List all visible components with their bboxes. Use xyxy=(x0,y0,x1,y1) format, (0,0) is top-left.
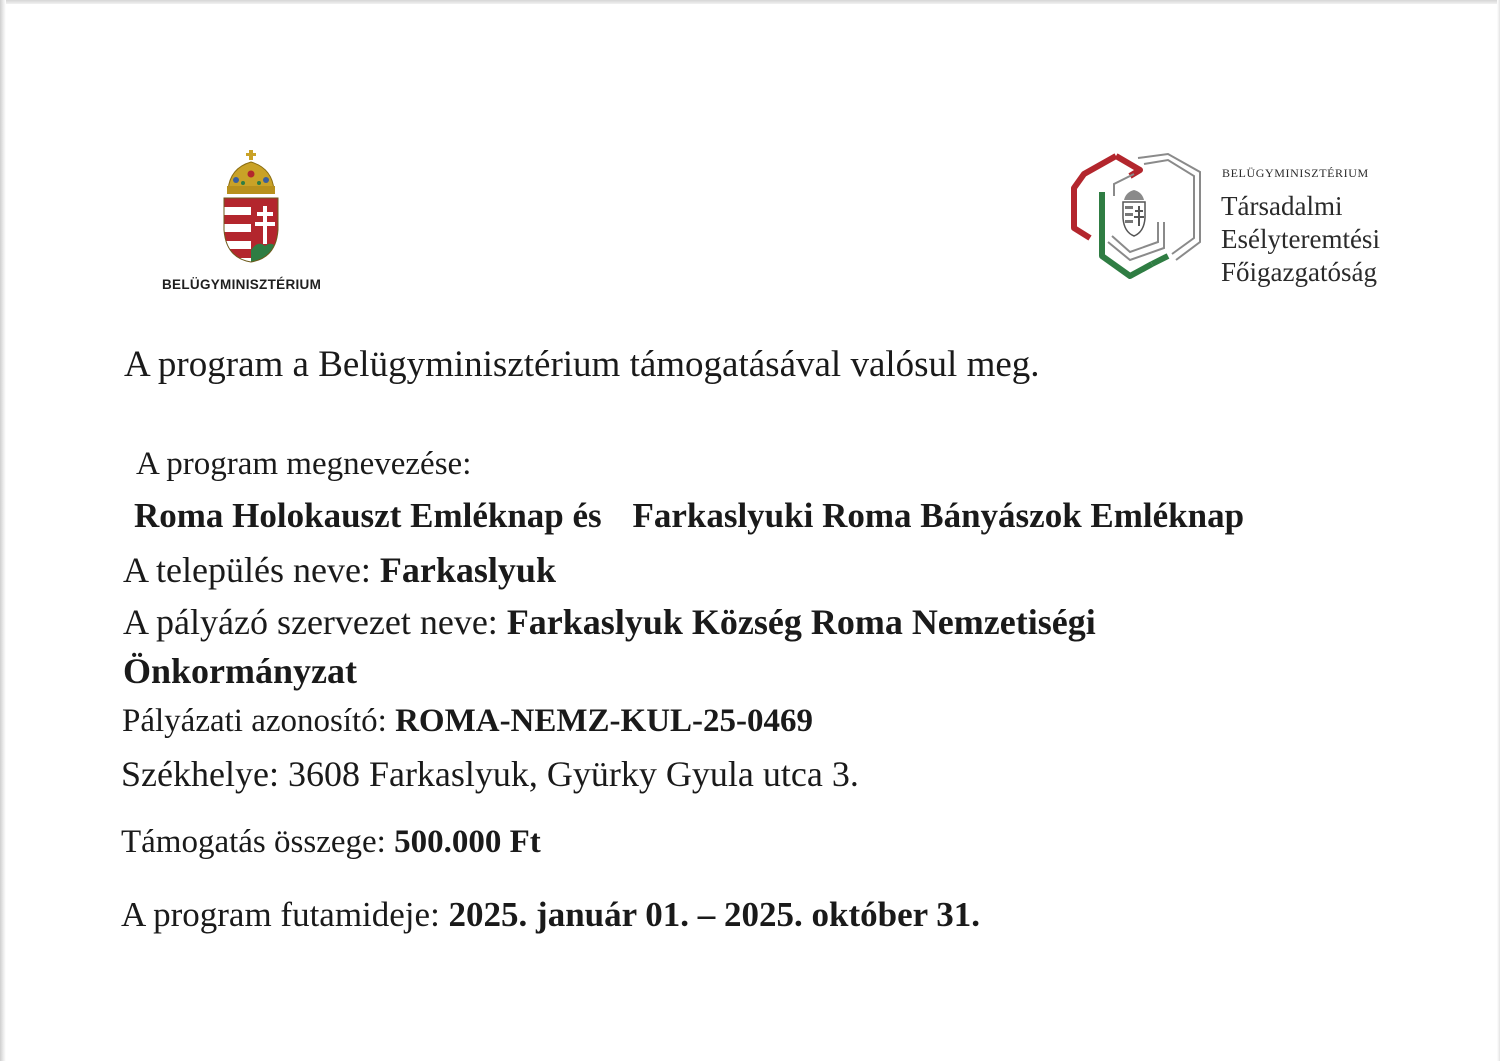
application-id-line xyxy=(122,703,813,740)
program-name xyxy=(134,496,1244,536)
directorate-line-1: Társadalmi xyxy=(1221,191,1343,221)
program-name-part-1: Roma Holokauszt Emléknap és xyxy=(134,496,602,535)
scan-edge-left xyxy=(0,0,6,1061)
organization-label: A pályázó szervezet neve: xyxy=(123,602,498,642)
directorate-name xyxy=(1221,190,1380,289)
seat-address: Székhelye: 3608 Farkaslyuk, Gyürky Gyula utca 3. xyxy=(121,754,859,794)
amount-value: 500.000 Ft xyxy=(394,824,541,860)
organization-value-line-1: Farkaslyuk Község Roma Nemzetiségi xyxy=(506,602,1096,642)
settlement-value: Farkaslyuk xyxy=(379,550,556,590)
right-ministry-label: BELÜGYMINISZTÉRIUM xyxy=(1222,166,1369,180)
directorate-line-2: Esélyteremtési xyxy=(1221,224,1380,254)
application-id-value: ROMA-NEMZ-KUL-25-0469 xyxy=(395,703,814,739)
directorate-line-3: Főigazgatóság xyxy=(1221,257,1377,287)
amount-label: Támogatás összege: xyxy=(121,824,386,860)
organization-value-line-2: Önkormányzat xyxy=(123,651,357,691)
period-line xyxy=(121,895,980,935)
scan-edge-top xyxy=(0,0,1500,4)
left-ministry-label: BELÜGYMINISZTÉRIUM xyxy=(162,277,322,292)
period-label: A program futamideje: xyxy=(121,895,440,934)
amount-line xyxy=(121,824,541,861)
organization-line xyxy=(123,601,1096,643)
hungarian-coat-of-arms-icon xyxy=(218,150,284,268)
program-name-part-2: Farkaslyuki Roma Bányászok Emléknap xyxy=(632,496,1245,535)
settlement-line xyxy=(123,549,556,591)
application-id-label: Pályázati azonosító: xyxy=(122,703,387,739)
program-name-label: A program megnevezése: xyxy=(136,446,472,482)
period-value: 2025. január 01. – 2025. október 31. xyxy=(448,895,981,934)
settlement-label: A település neve: xyxy=(123,550,371,590)
hexagon-coat-of-arms-logo-icon xyxy=(1068,152,1206,298)
support-statement: A program a Belügyminisztérium támogatásával valósul meg. xyxy=(124,344,1040,385)
